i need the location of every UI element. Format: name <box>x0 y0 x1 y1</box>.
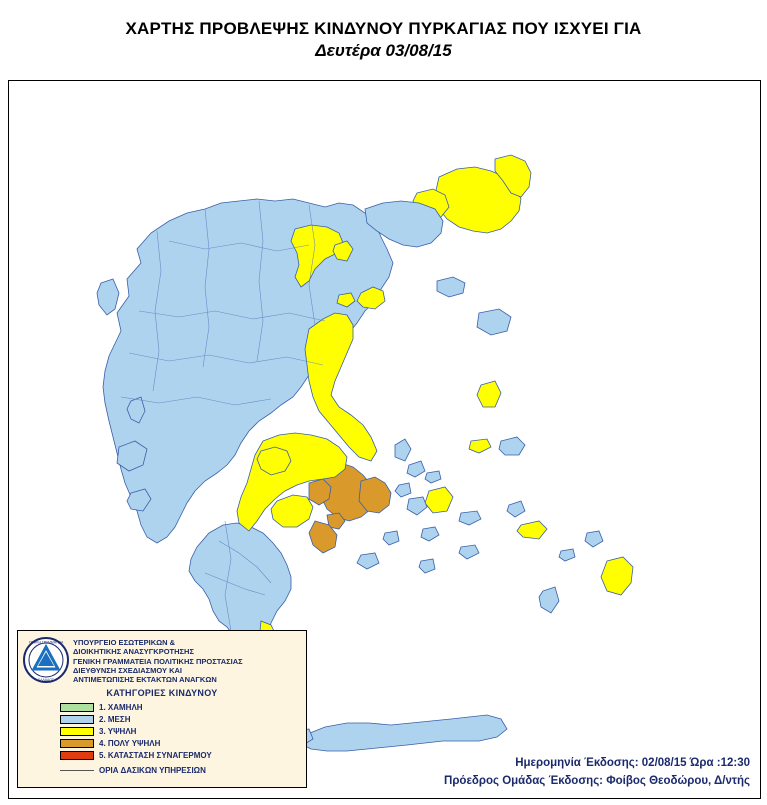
issue-info <box>444 754 750 790</box>
legend-title: ΚΑΤΗΓΟΡΙΕΣ ΚΙΝΔΥΝΟΥ <box>106 688 218 699</box>
ministry-line-1: ΥΠΟΥΡΓΕΙΟ ΕΣΩΤΕΡΙΚΩΝ & <box>73 638 176 647</box>
title-line-2: Δευτέρα 03/08/15 <box>315 41 452 60</box>
swatch-low <box>60 703 94 712</box>
legend-items <box>18 701 306 761</box>
legend-item-high <box>60 725 306 737</box>
legend-label-alarm: 5. ΚΑΤΑΣΤΑΣΗ ΣΥΝΑΓΕΡΜΟΥ <box>99 750 212 760</box>
legend-label-medium: 2. ΜΕΣΗ <box>99 714 131 724</box>
svg-text:ΓΕΝΙΚΗ ΓΡΑΜΜΑΤΕΙΑ: ΓΕΝΙΚΗ ΓΡΑΜΜΑΤΕΙΑ <box>28 640 64 645</box>
boundary-line-icon <box>60 770 94 771</box>
legend-item-alarm <box>60 749 306 761</box>
map-frame[interactable] <box>8 80 761 799</box>
issue-date-time: Ημερομηνία Έκδοσης: 02/08/15 Ώρα :12:30 <box>515 757 750 769</box>
ministry-line-3: ΓΕΝΙΚΗ ΓΡΑΜΜΑΤΕΙΑ ΠΟΛΙΤΙΚΗΣ ΠΡΟΣΤΑΣΙΑΣ <box>73 656 243 666</box>
legend-label-low: 1. ΧΑΜΗΛΗ <box>99 702 143 712</box>
legend-boundary-row <box>18 766 306 775</box>
legend-item-medium <box>60 713 306 725</box>
swatch-high <box>60 727 94 736</box>
ministry-line-5: ΑΝΤΙΜΕΤΩΠΙΣΗΣ ΕΚΤΑΚΤΩΝ ΑΝΑΓΚΩΝ <box>73 675 217 685</box>
civil-protection-emblem-icon <box>22 636 70 684</box>
swatch-alarm <box>60 751 94 760</box>
legend-item-very-high <box>60 737 306 749</box>
legend-label-boundary: ΟΡΙΑ ΔΑΣΙΚΩΝ ΥΠΗΡΕΣΙΩΝ <box>99 766 206 776</box>
ministry-line-2: ΔΙΟΙΚΗΤΙΚΗΣ ΑΝΑΣΥΓΚΡΟΤΗΣΗΣ <box>73 647 194 657</box>
issuer-signature: Πρόεδρος Ομάδας Έκδοσης: Φοίβος Θεοδώρου, Δ/ντής <box>444 775 750 787</box>
legend-item-low <box>60 701 306 713</box>
swatch-medium <box>60 715 94 724</box>
legend-header <box>18 631 306 686</box>
ministry-name <box>70 636 243 684</box>
ministry-line-4: ΔΙΕΥΘΥΝΣΗ ΣΧΕΔΙΑΣΜΟΥ ΚΑΙ <box>73 665 183 675</box>
page-title <box>0 18 767 62</box>
title-line-1: ΧΑΡΤΗΣ ΠΡΟΒΛΕΨΗΣ ΚΙΝΔΥΝΟΥ ΠΥΡΚΑΓΙΑΣ ΠΟΥ ΙΣΧΥΕΙ ΓΙΑ <box>125 19 642 38</box>
legend-label-high: 3. ΥΨΗΛΗ <box>99 726 137 736</box>
legend-label-very-high: 4. ΠΟΛΥ ΥΨΗΛΗ <box>99 738 161 748</box>
svg-text:ΕΛΛΑΔΟΣ: ΕΛΛΑΔΟΣ <box>38 678 54 682</box>
swatch-very-high <box>60 739 94 748</box>
legend-panel <box>17 630 307 788</box>
